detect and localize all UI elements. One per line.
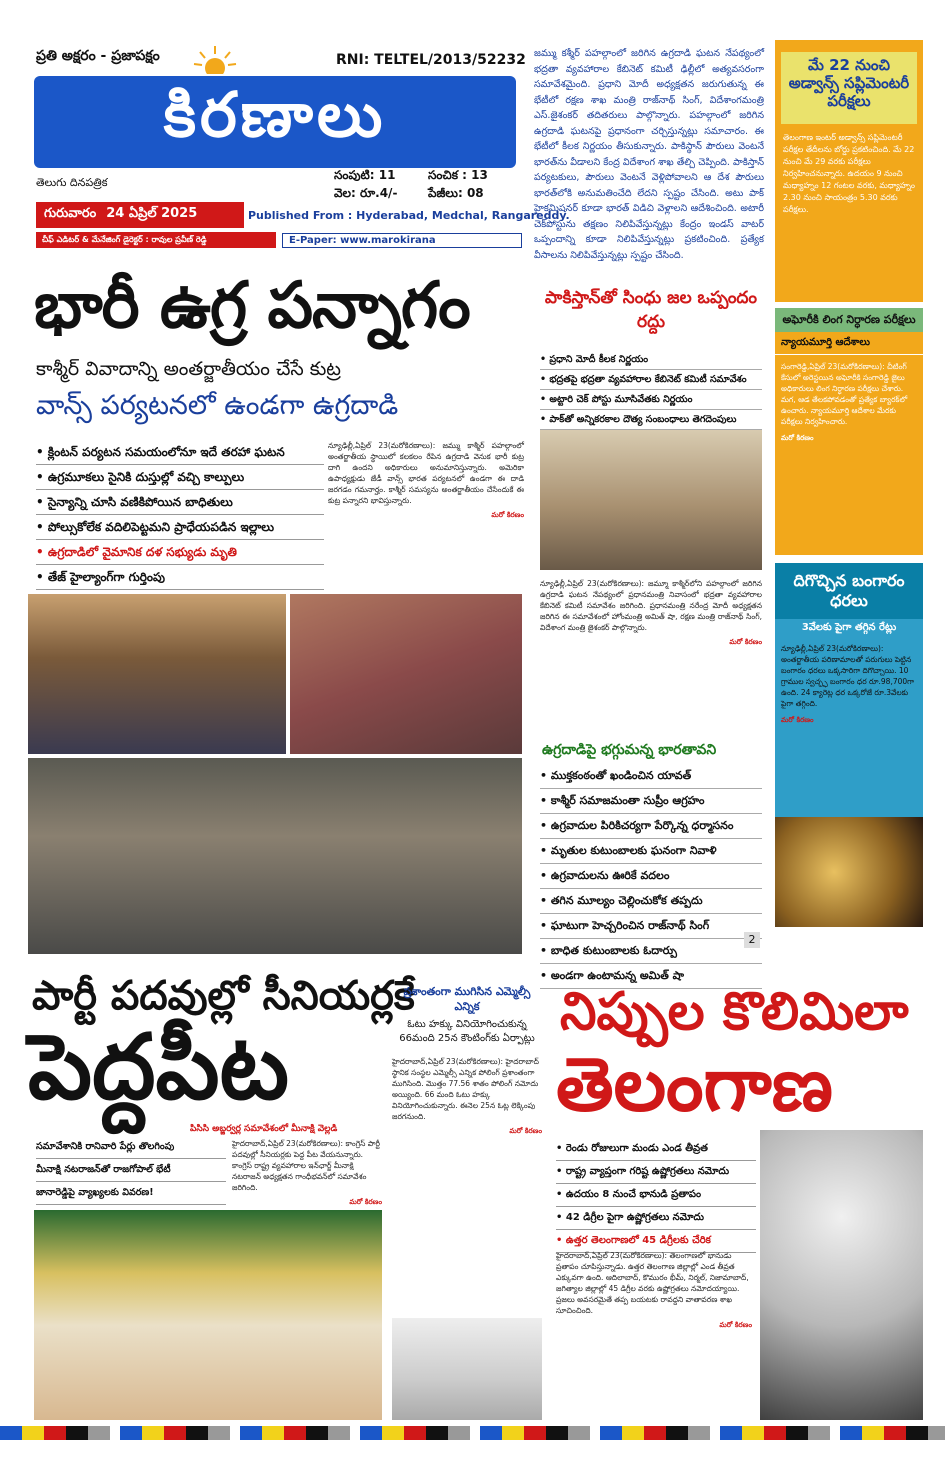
telangana-bullet: • ఉత్తర తెలంగాణలో 45 డిగ్రీలకు చేరిక: [556, 1230, 756, 1253]
pakistan-headline: పాకిస్తాన్‌తో సింధు జల ఒప్పందం రద్దు: [540, 286, 762, 338]
supplementary-head: మే 22 నుంచి అడ్వాన్స్ సప్లిమెంటరీ పరీక్షలు: [781, 52, 917, 124]
supplementary-box: [775, 40, 923, 302]
bharatavani-bullet: • కాశ్మీర్ సమాజమంతా సుప్రీం ఆగ్రహం: [540, 789, 762, 814]
party-bullet: సమావేశానికి రానివారి పేర్లు తొలగింపు: [36, 1136, 226, 1159]
bharatavani-bullet: • ఉగ్రవాదుల పిరికిచర్యగా పేర్కొన్న ధర్మాసనం: [540, 814, 762, 839]
telangana-article: [556, 1250, 752, 1331]
bharatavani-head: ఉగ్రదాడిపై భగ్గుమన్న భారతావని: [542, 742, 717, 758]
main-sub1: కాశ్మీర్ వివాదాన్ని అంతర్జాతీయం చేసే కుట్ర: [36, 358, 341, 380]
daily-label: తెలుగు దినపత్రిక: [36, 176, 108, 189]
main-bullet: • ఉగ్రదాడిలో వైమానిక దళ సభ్యుడు మృతి: [36, 540, 324, 565]
weekday: గురువారం: [44, 206, 97, 221]
logo-text: కిరణాలు: [163, 78, 387, 151]
bharatavani-bullet: • ముక్తకంఠంతో ఖండించిన యావత్: [540, 764, 762, 789]
rni-number: RNI: TELTEL/2013/52232: [336, 52, 526, 68]
photo-gold-jewellery: [775, 817, 923, 927]
gold-head-box: [775, 563, 923, 619]
pakistan-bullet: • ప్రధాని మోదీ కీలక నిర్ణయం: [540, 350, 762, 370]
bharatavani-bullets: [540, 764, 762, 989]
main-article: [328, 440, 524, 521]
mlc-article: [392, 1056, 542, 1137]
main-bullet: • తేజ్ హైల్యాంగ్‌గా గుర్తింపు: [36, 565, 324, 590]
party-headline: పార్టీ పదవుల్లో సీనియర్లకే: [32, 973, 415, 1019]
bharatavani-bullet: • బాధిత కుటుంబాలకు ఓదార్పు: [540, 939, 762, 964]
masthead-logo: [34, 76, 516, 168]
telangana-bullets: [556, 1138, 756, 1253]
pakistan-bullet: • అట్టారి చెక్ పోస్టు మూసివేతకు నిర్ణయం: [540, 390, 762, 410]
telangana-bullet: • 42 డిగ్రీల పైగా ఉష్ణోగ్రతలు నమోదు: [556, 1207, 756, 1230]
aghori-body: [775, 355, 923, 555]
mlc-sub: ఓటు హక్కు వినియోగించుకున్న 66మంది 25న కౌంటింగ్‌కు ఏర్పాట్లు: [399, 1019, 535, 1044]
bharatavani-bullet: • ఉగ్రవాదులను ఊరికే వదలం: [540, 864, 762, 889]
main-bullet: • పోల్సుకోలేక వదిలిపెట్టమని ప్రాధేయపడిన ఇల్లాలు: [36, 515, 324, 540]
main-headline: భారీ ఉగ్ర పన్నాగం: [34, 269, 470, 343]
marokiran-badge: మరో కిరణం: [349, 1198, 382, 1206]
gold-sub: 3వేలకు పైగా తగ్గిన రేట్లు: [775, 619, 923, 637]
photo-voting: [392, 1318, 542, 1420]
party-bullet: జానారెడ్డిపై వ్యాఖ్యలకు వివరణ!: [36, 1182, 226, 1205]
marokiran-badge: మరో కిరణం: [729, 638, 762, 646]
main-bullet: • ఉగ్రమూకలు సైనికి దుస్తుల్లో వచ్చి కాల్పులు: [36, 465, 324, 490]
party-article: [232, 1138, 382, 1208]
price: వెల: రూ.4/-: [334, 186, 398, 200]
peddapeeta-headline: పెద్దపీట: [28, 1015, 289, 1120]
telangana-article-text: హైదరాబాద్,ఏప్రిల్ 23(మరోకిరణాలు): తెలంగాణలో భానుడు ప్రతాపం చూపిస్తున్నాడు. ఉత్తర తెలంగాణ జిల్లాల్లో ఎండ తీవ్రత ఎక్కువగా ఉంది. ఆదిలాబాద్, కొమురం భీమ్, నిర్మల్, నిజామాబాద్, జగిత్యాల జిల్లాల్లో 45 డిగ్రీల వరకు ఉష్ణోగ్రతలు నమోదయ్యాయి. ప్రజలు అవసరమైతే తప్ప బయటకు రావద్దని వాతావరణ శాఖ సూచించింది.: [556, 1251, 749, 1315]
party-bullets: [36, 1136, 226, 1205]
supplementary-body: తెలంగాణ ఇంటర్ అడ్వాన్స్ సప్లిమెంటరీ పరీక్షల తేదీలను బోర్డు ప్రకటించింది. మే 22 నుంచి మే 29 వరకు పరీక్షలు నిర్వహించనున్నారు. ఉదయం 9 నుంచి మధ్యాహ్నం 12 గంటల వరకు, మధ్యాహ్నం 2.30 నుంచి సాయంత్రం 5.30 వరకు పరీక్షలు.: [783, 133, 915, 214]
volume: సంపుటి: 11: [334, 168, 396, 182]
epaper-link[interactable]: E-Paper: www.marokirana: [282, 233, 522, 248]
pakistan-article: [540, 578, 762, 648]
main-bullet: • క్లింటన్ పర్యటన సమయంలోనూ ఇదే తరహా ఘటన: [36, 440, 324, 465]
pakistan-bullet: • భద్రతపై భద్రతా వ్యవహారాల కేబినెట్ కమిటీ సమావేశం: [540, 370, 762, 390]
photo-cabinet-meeting: [540, 430, 762, 570]
marokiran-badge: మరో కిరణం: [781, 434, 814, 442]
date: 24 ఏప్రిల్ 2025: [106, 206, 198, 221]
published-from: Published From : Hyderabad, Medchal, Rangareddy.: [248, 209, 570, 222]
pakistan-bullets: [540, 350, 762, 430]
gold-head: దిగొచ్చిన బంగారం ధరలు: [793, 571, 905, 610]
date-band: [36, 202, 244, 228]
telangana-bullet: • రెండు రోజులుగా మండు ఎండ తీవ్రత: [556, 1138, 756, 1161]
top-story: జమ్ము కశ్మీర్ పహల్గాంలో జరిగిన ఉగ్రదాడి ఘటన నేపథ్యంలో భద్రతా వ్యవహారాల కేబినెట్ కమిటీ ఢిల్లీలో అత్యవసరంగా సమావేశమైంది. ప్రధాని మోదీ అధ్యక్షతన జరుగుతున్న ఈ భేటీలో రక్షణ శాఖ మంత్రి రాజ్‌నాథ్ సింగ్, విదేశాంగమంత్రి ఎస్.జైశంకర్ తదితరులు పాల్గొన్నారు. పహల్గాంలో జరిగిన ఉగ్రదాడి ఘటనపై ప్రధానంగా చర్చిస్తున్నట్లు సమాచారం. ఈ భేటీలో కీలక నిర్ణయం తీసుకున్నారు. పాకిస్థాన్ పౌరులు వెంటనే భారత్‌ను వీడాలని కేంద్ర విదేశాంగ శాఖ తేల్చి చెప్పింది. పాకిస్తాన్ పర్యటకులు, పౌరులు వెంటనే వెళ్లిపోవాలని ఆ దేశ పౌరులు భారత్‌లోకి అనుమతించేది లేదని స్పష్టం చేసింది. అటు పాక్ హైకమిషనర్ కూడా భారత్ విడిచి వెళ్లాలని ఆదేశించింది. అటారీ చెక్‌పోస్టును తక్షణం నిలిపివేస్తున్నట్లు కేంద్రం ఇండస్ వాటర్ ఒప్పందాన్ని కూడా నిలిపివేస్తున్నట్లు ప్రకటించింది. ప్రత్యేక వీసాలను నిలిపివేస్తున్నట్లు స్పష్టం చేసింది.: [534, 48, 764, 261]
pakistan-bullet: • పాక్‌తో అన్నికరకాల దౌత్య సంబంధాలు తెగదెంపులు: [540, 410, 762, 430]
gold-body: [775, 637, 923, 817]
main-bullet: • సైన్యాన్ని చూసి వణికిపోయిన బాధితులు: [36, 490, 324, 515]
bharatavani-bullet: • మృతుల కుటుంబాలకు ఘనంగా నివాళి: [540, 839, 762, 864]
issue: సంచిక : 13: [428, 168, 488, 182]
sun-logo-icon: [192, 44, 238, 74]
telangana-bullet: • ఉదయం 8 నుంచే భానుడి ప్రతాపం: [556, 1184, 756, 1207]
editor-line: చీఫ్ ఎడిటర్ & మేనేజింగ్ డైరెక్టర్ : రావుల ప్రవీణ్ రెడ్డి: [36, 232, 276, 248]
right-column: [775, 308, 923, 927]
masthead-tagline: ప్రతి అక్షరం - ప్రజాపక్షం: [36, 48, 160, 64]
main-sub2: వాన్స్ పర్యటనలో ఉండగా ఉగ్రదాడి: [36, 390, 399, 421]
telangana-head1: నిప్పుల కొలిమిలా: [560, 982, 909, 1042]
gold-body-text: న్యూఢిల్లీ,ఏప్రిల్ 23(మరోకిరణాలు): అంతర్జాతీయ పరిణామాలతో పరుగులు పెట్టిన బంగారం ధరలు ఒక్కసారిగా దిగొచ్చాయి. 10 గ్రాముల స్వచ్ఛ్ఛ బంగారం ధర రూ.98,700గా ఉంది. 24 క్యారెట్ల ధర ఒక్కరోజే రూ.3వేలకు పైగా తగ్గింది.: [781, 644, 915, 708]
pakistan-article-text: న్యూఢిల్లీ,ఏప్రిల్ 23(మరోకిరణాలు): జమ్మూ కాశ్మీర్‌లోని పహల్గాంలో జరిగిన ఉగ్రదాడి ఘటన నేపథ్యంలో ప్రధానమంత్రి నివాసంలో భద్రతా వ్యవహారాల కేబినెట్ కమిటీ సమావేశం జరిగింది. ప్రధానమంత్రి నరేంద్ర మోదీ అధ్యక్షతన జరిగిన ఈ సమావేశంలో హోంమంత్రి అమిత్ షా, రక్షణ మంత్రి రాజ్‌నాథ్ సింగ్, విదేశాంగ మంత్రి జైశంకర్ పాల్గొన్నారు.: [540, 579, 762, 632]
photo-protest: [290, 594, 522, 754]
main-bullets: [36, 440, 324, 590]
photo-coffins: [28, 594, 286, 754]
party-bullet: మీనాక్షి నటరాజన్‌తో రాజగోపాల్ భేటీ: [36, 1159, 226, 1182]
photo-ugadi-meeting: [34, 1210, 382, 1420]
party-article-text: హైదరాబాద్,ఏప్రిల్ 23(మరోకిరణాలు): కాంగ్రెస్ పార్టీ పదవుల్లో సీనియర్లకు పెద్ద పీట వేయనున్నారు. కాంగ్రెస్ రాష్ట్ర వ్యవహారాల ఇన్‌ఛార్జ్ మీనాక్షి నటరాజన్ అధ్యక్షతన గాంధీభవన్‌లో సమావేశం జరిగింది.: [232, 1139, 380, 1192]
telangana-head2: తెలంగాణ: [556, 1042, 833, 1128]
bharatavani-bullet: • అండగా ఉంటామన్న అమిత్ షా: [540, 964, 762, 989]
aghori-sub: న్యాయమూర్తి ఆదేశాలు: [775, 332, 923, 355]
page-number: 2: [744, 932, 760, 948]
marokiran-badge: మరో కిరణం: [491, 511, 524, 519]
marokiran-badge: మరో కిరణం: [781, 716, 814, 724]
marokiran-badge: మరో కిరణం: [719, 1321, 752, 1329]
party-sub: పిసిసి అబ్జర్వర్ల సమావేశంలో మీనాక్షి వెల్లడి: [190, 1124, 338, 1134]
pages: పేజీలు: 08: [428, 186, 484, 200]
photo-woman-heat: [760, 1130, 923, 1420]
aghori-body-text: సంగారెడ్డి,ఏప్రిల్ 23(మరోకిరణాలు): చీటింగ్ కేసులో అరెస్టయిన అఘోరీకి సంగారెడ్డి జైలు అధికారులు లింగ నిర్ధారణ పరీక్షలు చేశారు. మగ, ఆడ తేలకపోవడంతో ప్రత్యేక బ్యారక్‌లో ఉంచారు. న్యాయమూర్తి ఆదేశాల మేరకు పరీక్షలు నిర్వహించారు.: [781, 362, 908, 426]
color-registration-strip: [0, 1426, 945, 1440]
bharatavani-bullet: • తగిన మూల్యం చెల్లించుకోక తప్పదు: [540, 889, 762, 914]
marokiran-badge: మరో కిరణం: [509, 1127, 542, 1135]
main-article-text: న్యూఢిల్లీ,ఏప్రిల్ 23(మరోకిరణాలు): జమ్ము కాశ్మీర్ పహల్గాంలో అంతర్జాతీయ స్థాయిలో కలకలం రేపిన ఉగ్రదాడి వెనుక భారీ కుట్ర దాగి ఉందని అధికారులు అనుమానిస్తున్నారు. అమెరికా ఉపాధ్యక్షుడు జేడీ వాన్స్ భారత పర్యటనలో ఉండగా ఈ దాడి జరగడం గమనార్హం. కాశ్మీర్ సమస్యను అంతర్జాతీయం చేసేందుకే ఈ కుట్ర పన్నారని భావిస్తున్నారు.: [328, 441, 524, 505]
telangana-bullet: • రాష్ట్ర వ్యాప్తంగా గరిష్ట ఉష్ణోగ్రతలు నమోదు: [556, 1161, 756, 1184]
mlc-article-text: హైదరాబాద్,ఏప్రిల్ 23(మరోకిరణాలు): హైదరాబాద్ స్థానిక సంస్థల ఎమ్మెల్సీ ఎన్నిక పోలింగ్ ప్రశాంతంగా ముగిసింది. మొత్తం 77.56 శాతం పోలింగ్ నమోదు అయ్యింది. 66 మంది ఓటు హక్కు వినియోగించుకున్నారు. ఈనెల 25న ఓట్ల లెక్కింపు జరగనుంది.: [392, 1057, 539, 1121]
aghori-head: అఘోరీకి లింగ నిర్ధారణ పరీక్షలు: [775, 308, 923, 332]
bharatavani-bullet: • ఘాటుగా హెచ్చరించిన రాజ్‌నాథ్ సింగ్: [540, 914, 762, 939]
photo-amit-shah: [28, 758, 522, 954]
mlc-head: ప్రశాంతంగా ముగిసిన ఎమ్మెల్సీ ఎన్నిక: [403, 985, 531, 1013]
